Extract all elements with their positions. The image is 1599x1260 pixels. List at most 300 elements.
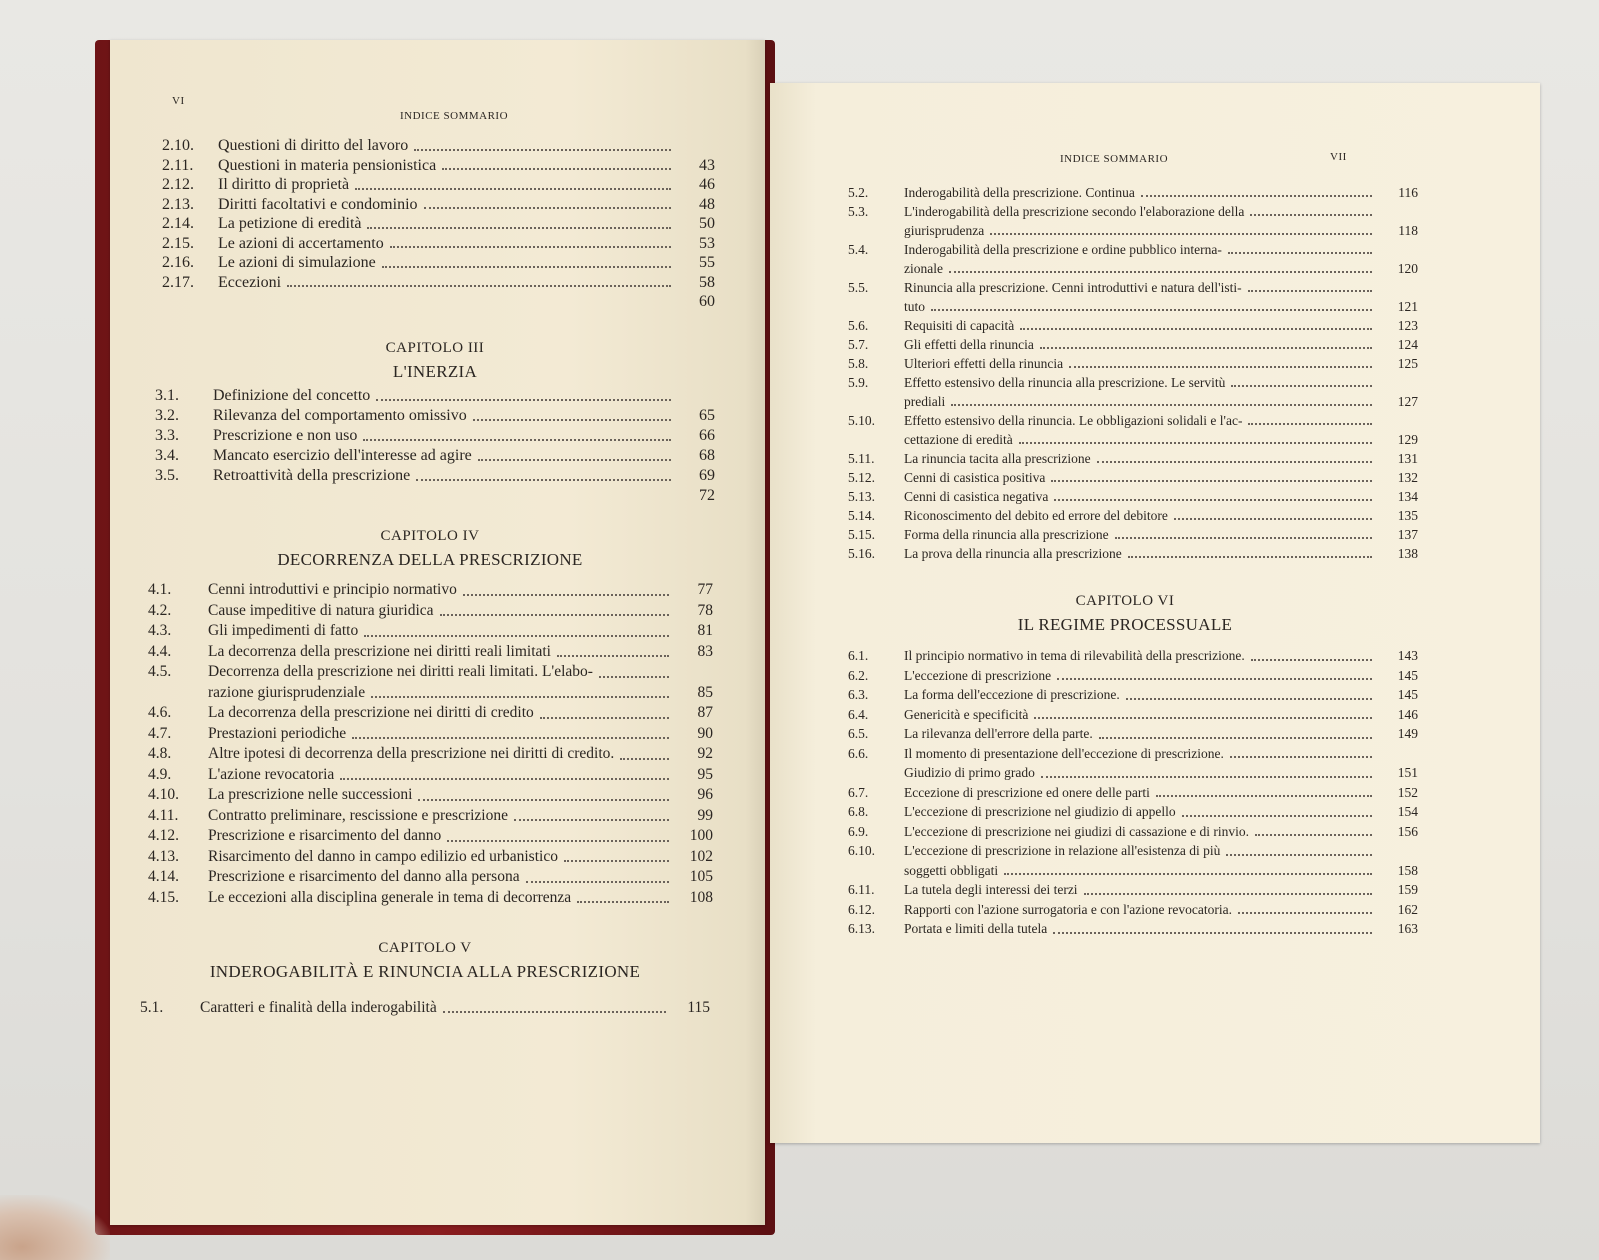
- toc-entry: [848, 278, 1418, 297]
- toc-entry-title: Gli impedimenti di fatto: [208, 622, 359, 639]
- toc-entry-title: Genericità e specificità: [904, 706, 1029, 722]
- chapter-6-title: IL REGIME PROCESSUALE: [1017, 615, 1233, 634]
- toc-entry-title: Il principio normativo in tema di rilevabilità della prescrizione.: [904, 648, 1245, 663]
- toc-entry-page: 120: [1397, 261, 1418, 276]
- toc-entry-page: 105: [689, 868, 713, 885]
- toc-entry-title: L'inderogabilità della prescrizione secondo l'elaborazione della: [904, 204, 1245, 219]
- page-number-left: VI: [172, 95, 185, 107]
- dot-leader: [1084, 893, 1372, 895]
- toc-entry-title: La tutela degli interessi dei terzi: [904, 882, 1078, 897]
- toc-entry-number: 4.11.: [148, 806, 179, 824]
- toc-entry-number: 5.10.: [848, 413, 875, 428]
- toc-entry-number: 4.7.: [148, 724, 172, 742]
- toc-entry-title: Il diritto di proprietà: [218, 176, 350, 193]
- toc-entry: [848, 685, 1418, 705]
- dot-leader: [1020, 328, 1372, 330]
- dot-leader: [1250, 214, 1372, 216]
- toc-entry-page: 116: [1398, 185, 1418, 200]
- toc-entry-number: 6.1.: [848, 648, 869, 663]
- toc-entry: [162, 273, 715, 293]
- toc-entry-page: 162: [1397, 901, 1418, 917]
- left-page: [110, 40, 765, 1225]
- toc-entry-title: tuto: [904, 299, 926, 314]
- dot-leader: [478, 459, 671, 461]
- toc-entry-page: 92: [697, 745, 713, 762]
- toc-entry: [148, 785, 713, 806]
- toc-entry: [848, 411, 1418, 430]
- toc-entry-title: Il momento di presentazione dell'eccezione di prescrizione.: [904, 745, 1224, 761]
- dot-leader: [1141, 195, 1372, 197]
- toc-entry-title: cettazione di eredità: [904, 432, 1013, 447]
- toc-entry: [155, 426, 715, 446]
- toc-entry-number: 6.3.: [848, 687, 869, 702]
- toc-entry-title: Risarcimento del danno in campo edilizio ed urbanistico: [208, 847, 558, 865]
- toc-entry-title: Riconoscimento del debito ed errore del debitore: [904, 508, 1168, 523]
- dot-leader: [526, 881, 669, 883]
- toc-entry-page: 102: [689, 847, 713, 865]
- toc-entry-number: 6.10.: [848, 843, 875, 858]
- toc-entry-number: 3.2.: [155, 407, 179, 424]
- toc-entry-title: Diritti facoltativi e condominio: [218, 195, 418, 213]
- toc-entry-number: 4.8.: [148, 745, 172, 762]
- dot-leader: [1251, 659, 1372, 661]
- toc-entry-title: Altre ipotesi di decorrenza della prescrizione nei diritti di credito.: [208, 745, 615, 762]
- dot-leader: [1097, 461, 1372, 463]
- dot-leader: [1034, 717, 1372, 719]
- toc-entry-title: Decorrenza della prescrizione nei diritti reali limitati. L'elabo-: [208, 663, 593, 680]
- toc-entry: [848, 506, 1418, 525]
- dot-leader: [931, 309, 1372, 311]
- toc-entry-page: 69: [699, 467, 715, 484]
- toc-entry: [162, 195, 715, 215]
- dot-leader: [1126, 698, 1372, 700]
- dot-leader: [443, 1011, 666, 1013]
- dot-leader: [1057, 678, 1372, 680]
- toc-entry-title: Effetto estensivo della rinuncia. Le obbligazioni solidali e l'ac-: [904, 413, 1243, 428]
- toc-entry-page: 134: [1397, 489, 1418, 504]
- toc-entry-number: 5.5.: [848, 280, 869, 295]
- dot-leader: [1238, 912, 1372, 914]
- dot-leader: [1248, 290, 1372, 292]
- toc-entry-page: 158: [1397, 862, 1418, 878]
- toc-entry: [848, 880, 1418, 900]
- toc-entry-title: Cenni introduttivi e principio normativo: [208, 581, 457, 598]
- toc-entry: [848, 724, 1418, 744]
- dot-leader: [352, 737, 669, 739]
- toc-entry-page: 72: [699, 487, 715, 504]
- toc-entry-number: 5.3.: [848, 204, 869, 219]
- toc-entry: [848, 666, 1418, 686]
- toc-entry-title: Cause impeditive di natura giuridica: [208, 601, 434, 619]
- toc-entry: [848, 430, 1418, 449]
- toc-entry: [162, 156, 715, 176]
- dot-leader: [424, 207, 671, 209]
- toc-entry-page: 145: [1397, 667, 1418, 683]
- toc-entry-number: 4.3.: [148, 622, 172, 639]
- toc-entry-number: 6.4.: [848, 706, 869, 722]
- toc-entry-number: 4.6.: [148, 704, 172, 721]
- toc-entry-page: 96: [697, 786, 713, 803]
- dot-leader: [1226, 854, 1372, 856]
- toc-entry: [848, 919, 1418, 939]
- toc-entry-page: 129: [1397, 432, 1418, 447]
- dot-leader: [1174, 518, 1372, 520]
- toc-entry-title: La petizione di eredità: [218, 215, 362, 232]
- toc-entry-number: 2.16.: [162, 254, 194, 271]
- dot-leader: [414, 149, 671, 151]
- dot-leader: [416, 479, 671, 481]
- toc-entry-number: 4.1.: [148, 581, 172, 598]
- toc-entry-page: 123: [1397, 318, 1418, 333]
- toc-entry-title: Requisiti di capacità: [904, 318, 1015, 333]
- toc-entry-title: giurisprudenza: [904, 223, 985, 238]
- dot-leader: [1230, 756, 1372, 758]
- toc-entry-page: 143: [1397, 648, 1418, 663]
- toc-entry-number: 2.13.: [162, 195, 194, 213]
- toc-entry-page: 138: [1397, 546, 1418, 561]
- toc-entry: [148, 867, 713, 888]
- toc-entry: [148, 601, 713, 622]
- dot-leader: [355, 188, 671, 190]
- dot-leader: [382, 266, 671, 268]
- toc-entry-page: 159: [1397, 882, 1418, 897]
- toc-entry-number: 5.14.: [848, 508, 875, 523]
- toc-entry: [148, 621, 713, 642]
- toc-entry-page: 151: [1397, 765, 1418, 780]
- toc-entry-title: Caratteri e finalità della inderogabilità: [200, 999, 437, 1016]
- chapter-5-label: CAPITOLO V: [378, 940, 472, 956]
- toc-entry-number: 4.5.: [148, 663, 172, 680]
- toc-entry-title: Forma della rinuncia alla prescrizione: [904, 527, 1109, 542]
- toc-entry-number: 6.7.: [848, 784, 869, 800]
- toc-entry-number: 5.6.: [848, 318, 869, 333]
- toc-entry: [848, 783, 1418, 803]
- toc-block-5: [140, 998, 710, 1018]
- dot-leader: [463, 594, 669, 596]
- toc-entry: [155, 406, 715, 426]
- dot-leader: [390, 246, 671, 248]
- toc-entry-number: 2.15.: [162, 234, 194, 252]
- toc-entry-page: 78: [697, 601, 713, 619]
- toc-entry-title: Ulteriori effetti della rinuncia: [904, 356, 1064, 371]
- toc-entry-title: Rilevanza del comportamento omissivo: [213, 407, 467, 424]
- dot-leader: [620, 758, 669, 760]
- toc-entry-title: Rapporti con l'azione surrogatoria e con l'azione revocatoria.: [904, 901, 1232, 917]
- dot-leader: [367, 227, 671, 229]
- toc-entry-page: 90: [697, 724, 713, 742]
- toc-entry-number: 6.8.: [848, 804, 869, 819]
- toc-entry-title: Inderogabilità della prescrizione. Continua: [904, 185, 1135, 200]
- toc-entry-title: L'eccezione di prescrizione nei giudizi di cassazione e di rinvio.: [904, 823, 1250, 839]
- toc-entry: [148, 826, 713, 847]
- toc-entry-number: 5.2.: [848, 185, 869, 200]
- toc-entry: [162, 253, 715, 273]
- dot-leader: [557, 655, 669, 657]
- toc-entry: [162, 292, 715, 312]
- toc-entry-page: 146: [1397, 706, 1418, 722]
- toc-entry-title: L'eccezione di prescrizione nel giudizio di appello: [904, 804, 1176, 819]
- toc-entry-page: 154: [1397, 804, 1418, 819]
- toc-entry-title: La prova della rinuncia alla prescrizione: [904, 546, 1122, 561]
- toc-entry: [848, 802, 1418, 822]
- dot-leader: [1040, 347, 1372, 349]
- toc-entry-title: Le azioni di simulazione: [218, 254, 376, 271]
- chapter-6-label: CAPITOLO VI: [1075, 593, 1175, 609]
- page-number-right: VII: [1330, 151, 1347, 163]
- toc-entry-title: prediali: [904, 394, 946, 409]
- toc-block-2: [162, 136, 715, 312]
- toc-entry-number: 6.5.: [848, 726, 869, 741]
- dot-leader: [1053, 932, 1372, 934]
- dot-leader: [1069, 366, 1372, 368]
- toc-entry: [148, 744, 713, 765]
- toc-entry-number: 2.11.: [162, 156, 194, 174]
- toc-entry-title: Le azioni di accertamento: [218, 234, 384, 252]
- toc-entry-page: 125: [1397, 356, 1418, 371]
- toc-entry: [848, 392, 1418, 411]
- running-head-left: INDICE SOMMARIO: [400, 110, 509, 122]
- chapter-4-label: CAPITOLO IV: [380, 528, 480, 544]
- dot-leader: [364, 635, 669, 637]
- toc-entry-number: 5.15.: [848, 527, 875, 542]
- chapter-3-title: L'INERZIA: [392, 362, 478, 381]
- toc-entry-page: 156: [1397, 823, 1418, 839]
- toc-entry: [148, 724, 713, 745]
- toc-entry: [155, 446, 715, 466]
- toc-entry-title: Effetto estensivo della rinuncia alla prescrizione. Le servitù: [904, 375, 1226, 390]
- toc-entry-page: 43: [699, 156, 715, 174]
- dot-leader: [1255, 834, 1372, 836]
- toc-entry-number: 4.15.: [148, 888, 179, 906]
- toc-entry-title: Eccezioni: [218, 273, 282, 291]
- toc-entry: [848, 900, 1418, 920]
- toc-entry: [848, 202, 1418, 221]
- toc-entry-page: 137: [1397, 527, 1418, 542]
- toc-entry-number: 4.2.: [148, 601, 172, 619]
- toc-entry-title: La forma dell'eccezione di prescrizione.: [904, 687, 1120, 702]
- toc-entry: [162, 214, 715, 234]
- toc-entry-number: 4.4.: [148, 642, 172, 660]
- toc-entry-number: 4.13.: [148, 847, 179, 865]
- toc-entry: [148, 806, 713, 827]
- toc-entry: [848, 240, 1418, 259]
- toc-entry-title: Contratto preliminare, rescissione e prescrizione: [208, 806, 508, 824]
- toc-entry-number: 6.12.: [848, 901, 875, 917]
- toc-entry-page: 77: [697, 581, 713, 598]
- toc-entry-title: zionale: [904, 261, 943, 276]
- dot-leader: [1248, 423, 1372, 425]
- toc-entry-number: 5.12.: [848, 470, 875, 485]
- toc-entry-page: 127: [1397, 394, 1418, 409]
- toc-entry-title: Questioni in materia pensionistica: [218, 156, 437, 174]
- toc-entry-title: Cenni di casistica positiva: [904, 470, 1046, 485]
- toc-entry: [148, 703, 713, 724]
- toc-block-5-cont: [848, 183, 1418, 563]
- toc-entry-number: 4.14.: [148, 868, 179, 885]
- toc-entry-title: Gli effetti della rinuncia: [904, 337, 1034, 352]
- right-page: [770, 83, 1540, 1143]
- toc-entry-number: 4.12.: [148, 827, 179, 844]
- toc-entry-number: 5.8.: [848, 356, 869, 371]
- toc-entry-number: 2.17.: [162, 273, 194, 291]
- toc-entry-number: 5.4.: [848, 242, 869, 257]
- toc-entry: [148, 683, 713, 704]
- dot-leader: [1004, 873, 1372, 875]
- toc-entry: [848, 221, 1418, 240]
- dot-leader: [473, 419, 671, 421]
- toc-entry: [848, 487, 1418, 506]
- toc-entry: [848, 354, 1418, 373]
- toc-entry-title: Giudizio di primo grado: [904, 765, 1035, 780]
- toc-entry-page: 87: [697, 704, 713, 721]
- toc-entry-number: 2.10.: [162, 137, 194, 154]
- toc-entry-title: Eccezione di prescrizione ed onere delle parti: [904, 784, 1150, 800]
- toc-entry-page: 99: [697, 806, 713, 824]
- dot-leader: [376, 399, 671, 401]
- chapter-5-title: INDEROGABILITÀ E RINUNCIA ALLA PRESCRIZIONE: [209, 962, 641, 981]
- toc-entry-number: 6.13.: [848, 921, 875, 936]
- toc-entry-page: 66: [699, 427, 715, 444]
- toc-entry-page: 95: [697, 765, 713, 783]
- toc-entry-number: 6.6.: [848, 745, 869, 761]
- dot-leader: [990, 233, 1372, 235]
- toc-entry: [148, 765, 713, 786]
- toc-entry-title: Definizione del concetto: [213, 387, 371, 404]
- toc-entry-page: 108: [689, 888, 713, 906]
- toc-entry-page: 53: [699, 234, 715, 252]
- toc-entry-title: soggetti obbligati: [904, 862, 999, 878]
- toc-entry: [848, 744, 1418, 764]
- toc-entry-page: 163: [1397, 921, 1418, 936]
- toc-entry: [848, 544, 1418, 563]
- dot-leader: [1128, 556, 1372, 558]
- toc-entry: [848, 183, 1418, 202]
- toc-entry-page: 55: [699, 254, 715, 271]
- dot-leader: [599, 676, 669, 678]
- toc-entry-page: 145: [1397, 687, 1418, 702]
- toc-entry-page: 85: [697, 683, 713, 701]
- toc-entry: [848, 861, 1418, 881]
- toc-entry-title: Questioni di diritto del lavoro: [218, 137, 409, 154]
- toc-entry-title: Prescrizione e risarcimento del danno: [208, 827, 442, 844]
- toc-entry-page: 46: [699, 176, 715, 193]
- dot-leader: [287, 285, 671, 287]
- toc-block-4: [148, 580, 713, 908]
- toc-entry-title: Le eccezioni alla disciplina generale in tema di decorrenza: [208, 888, 572, 906]
- toc-entry-page: 121: [1397, 299, 1418, 314]
- dot-leader: [1228, 252, 1372, 254]
- toc-entry-title: La rilevanza dell'errore della parte.: [904, 726, 1093, 741]
- dot-leader: [1182, 815, 1372, 817]
- toc-entry-number: 3.1.: [155, 387, 179, 404]
- toc-entry: [848, 822, 1418, 842]
- toc-entry: [155, 466, 715, 486]
- dot-leader: [564, 860, 669, 862]
- toc-entry-title: La rinuncia tacita alla prescrizione: [904, 451, 1091, 466]
- toc-entry-page: 50: [699, 215, 715, 232]
- toc-entry-number: 6.2.: [848, 667, 869, 683]
- toc-entry: [148, 642, 713, 663]
- toc-entry: [848, 335, 1418, 354]
- dot-leader: [577, 901, 669, 903]
- dot-leader: [340, 778, 669, 780]
- toc-block-6: [848, 646, 1418, 939]
- toc-entry-page: 132: [1397, 470, 1418, 485]
- toc-entry-title: Mancato esercizio dell'interesse ad agire: [213, 447, 472, 464]
- toc-entry-title: Prestazioni periodiche: [208, 724, 347, 742]
- toc-entry: [848, 646, 1418, 666]
- toc-entry-title: L'eccezione di prescrizione: [904, 667, 1052, 683]
- toc-entry-page: 152: [1397, 784, 1418, 800]
- dot-leader: [1115, 537, 1372, 539]
- toc-entry-page: 131: [1397, 451, 1418, 466]
- toc-entry-number: 2.14.: [162, 215, 194, 232]
- toc-entry-page: 149: [1397, 726, 1418, 741]
- dot-leader: [949, 271, 1372, 273]
- dot-leader: [442, 168, 671, 170]
- toc-entry: [848, 841, 1418, 861]
- toc-entry: [848, 297, 1418, 316]
- toc-entry-number: 4.10.: [148, 786, 179, 803]
- toc-entry-title: L'azione revocatoria: [208, 765, 335, 783]
- toc-entry-title: La prescrizione nelle successioni: [208, 786, 413, 803]
- toc-entry-number: 5.1.: [140, 999, 164, 1016]
- toc-entry: [848, 316, 1418, 335]
- toc-entry: [148, 847, 713, 868]
- dot-leader: [540, 717, 669, 719]
- dot-leader: [1156, 795, 1372, 797]
- toc-entry: [848, 468, 1418, 487]
- toc-entry-page: 115: [687, 999, 710, 1016]
- toc-entry: [148, 580, 713, 601]
- dot-leader: [1041, 776, 1372, 778]
- dot-leader: [371, 696, 669, 698]
- dot-leader: [514, 819, 669, 821]
- toc-entry-title: La decorrenza della prescrizione nei diritti reali limitati: [208, 642, 551, 660]
- chapter-3-label: CAPITOLO III: [385, 340, 485, 356]
- toc-entry-title: L'eccezione di prescrizione in relazione all'esistenza di più: [904, 843, 1221, 858]
- toc-entry: [848, 259, 1418, 278]
- toc-entry-number: 5.13.: [848, 489, 875, 504]
- toc-entry: [848, 449, 1418, 468]
- toc-entry: [848, 705, 1418, 725]
- toc-entry: [848, 763, 1418, 783]
- toc-entry: [848, 525, 1418, 544]
- hand-shadow: [0, 1195, 110, 1260]
- dot-leader: [440, 614, 669, 616]
- toc-entry: [155, 386, 715, 406]
- toc-entry-title: Retroattività della prescrizione: [213, 467, 411, 484]
- toc-entry-title: Inderogabilità della prescrizione e ordine pubblico interna-: [904, 242, 1222, 257]
- toc-entry: [140, 998, 710, 1018]
- toc-entry-number: 6.9.: [848, 823, 869, 839]
- toc-entry: [848, 373, 1418, 392]
- dot-leader: [1051, 480, 1372, 482]
- toc-entry-number: 5.16.: [848, 546, 875, 561]
- toc-entry-page: 118: [1398, 223, 1418, 238]
- toc-entry-page: 48: [699, 195, 715, 213]
- toc-entry-number: 3.5.: [155, 467, 179, 484]
- dot-leader: [1231, 385, 1372, 387]
- toc-entry-page: 83: [697, 642, 713, 660]
- toc-entry-number: 2.12.: [162, 176, 194, 193]
- toc-entry-title: Rinuncia alla prescrizione. Cenni introduttivi e natura dell'isti-: [904, 280, 1242, 295]
- dot-leader: [418, 799, 669, 801]
- dot-leader: [951, 404, 1372, 406]
- toc-entry: [162, 136, 715, 156]
- toc-entry-title: Cenni di casistica negativa: [904, 489, 1049, 504]
- toc-entry-title: Prescrizione e risarcimento del danno alla persona: [208, 868, 520, 885]
